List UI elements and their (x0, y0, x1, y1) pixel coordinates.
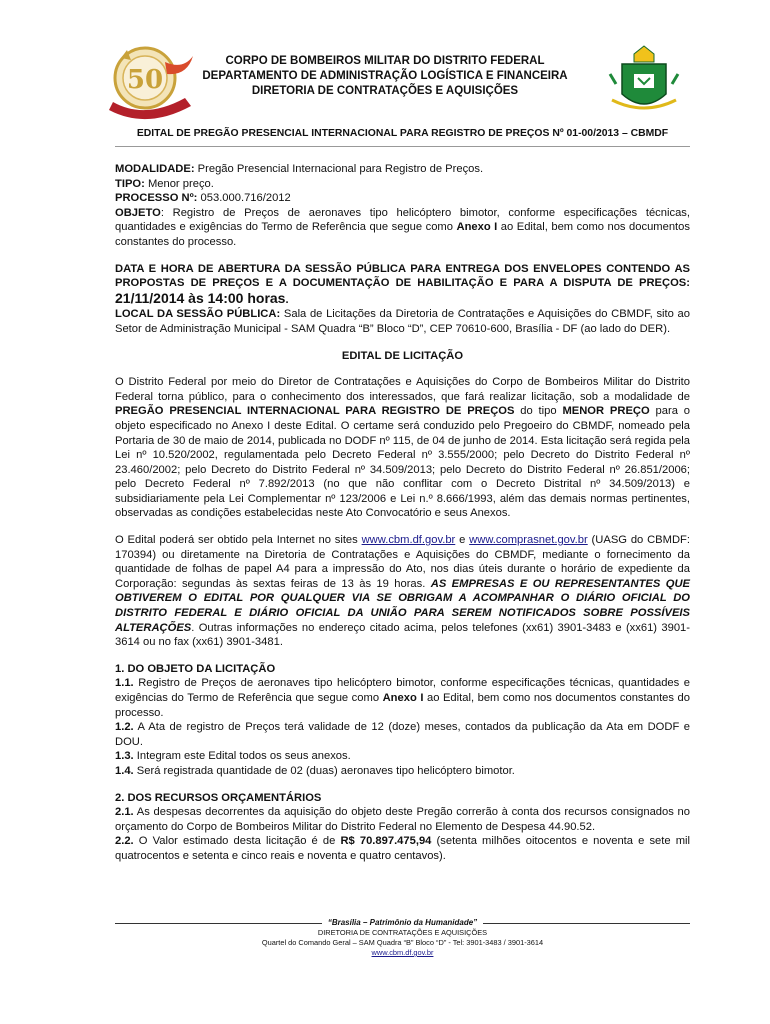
item-1-2-text: A Ata de registro de Preços terá validade de 12 (doze) meses, contados da publicação da Ata em DODF e DOU. (115, 721, 690, 748)
header-line-1: CORPO DE BOMBEIROS MILITAR DO DISTRITO FEDERAL (225, 55, 545, 67)
intro-p1-text-c: para o objeto especificado no Anexo I deste Edital. O certame será conduzido pelo Pregoeiro do CBMDF, nomeado pela Portaria de 30 de maio de 2014, publicada no DODF nº 115, de 04 de junho de 2014. Esta licitação será regida pela Lei nº 10.520/2002, regulamentada pelo Decreto Federal nº 3.555/2000; pelo Decreto do Distrito Federal nº 23.460/2002; pelo Decreto do Distrito Federal nº 34.509/2013; pelo Decreto do Distrito Federal nº 26.851/2006; pelo Decreto Federal nº 7.892/2013 (no que não conflitar com o Decreto Distrital nº 34.509/2013) e subsidiariamente pela Lei Complementar nº 123/2006 e Lei n.º 8.666/1993, além das demais normas pertinentes, observadas as condições estabelecidas neste Ato Convocatório e seus Anexos. (115, 405, 690, 520)
page-footer (115, 918, 690, 958)
footer-rule-right (483, 923, 690, 924)
item-1-3 (115, 749, 690, 764)
document-body (115, 162, 690, 864)
intro-p2-text-d: . Outras informações no endereço citado acima, pelos telefones (xx61) 3901-3483 e (xx61) 3901-3614 ou no fax (xx61) 3901-3481. (115, 621, 690, 649)
distrito-federal-coat-of-arms-icon (608, 44, 680, 119)
item-2-2-number: 2.2. (115, 835, 134, 848)
objeto-paragraph (115, 206, 690, 250)
modalidade-label: MODALIDADE: (115, 163, 195, 175)
section-2-title: 2. DOS RECURSOS ORÇAMENTÁRIOS (115, 791, 322, 804)
item-1-1-number: 1.1. (115, 677, 134, 690)
section-1-title: 1. DO OBJETO DA LICITAÇÃO (115, 662, 276, 675)
objeto-label: OBJETO (115, 206, 161, 219)
intro-p2-text-c: (UASG do CBMDF: 170394) ou diretamente na Diretoria de Contratações e Aquisições do CBMDF, mediante o fornecimento da quantidade de folhas de papel A4 para a impressão do Ato, nos dias úteis durante o horário de expediente da Corporação: segundas às sextas feiras de 13 às 19 horas. (115, 534, 690, 590)
item-1-4-text: Será registrada quantidade de 02 (duas) aeronaves tipo helicóptero bimotor. (133, 764, 515, 777)
item-1-1-text: Registro de Preços de aeronaves tipo helicóptero bimotor, conforme especificações técnicas, quantidades e exigências do Termo de Referência que segue como (115, 677, 690, 704)
footer-website-link[interactable]: www.cbm.df.gov.br (371, 948, 434, 957)
header-line-3: DIRETORIA DE CONTRATAÇÕES E AQUISIÇÕES (251, 85, 519, 97)
objeto-text: : Registro de Preços de aeronaves tipo helicóptero bimotor, conforme especificações técnicas, quantidades e exigências do Termo de Referência que segue como (115, 206, 690, 234)
item-1-1-text-end: ao Edital, bem como nos documentos constantes do processo. (115, 692, 690, 719)
tipo-label: TIPO: (115, 177, 145, 190)
footer-motto: “Brasília – Patrimônio da Humanidade” (327, 918, 478, 927)
intro-p1-text-b: do tipo (514, 405, 563, 418)
abertura-datetime: 21/11/2014 às 14:00 horas (115, 289, 286, 306)
local-label: LOCAL DA SESSÃO PÚBLICA: (115, 308, 281, 321)
abertura-text: DATA E HORA DE ABERTURA DA SESSÃO PÚBLICA PARA ENTREGA DOS ENVELOPES CONTENDO AS PROPOSTAS DE PREÇOS E A DOCUMENTAÇÃO DE HABILITAÇÃO E PARA A DISPUTA DE PREÇOS: (115, 262, 690, 290)
footer-department: DIRETORIA DE CONTRATAÇÕES E AQUISIÇÕES (317, 928, 488, 937)
item-1-4-number: 1.4. (115, 764, 134, 777)
intro-paragraph-1 (115, 375, 690, 521)
tipo-value: Menor preço. (144, 177, 214, 190)
item-1-2 (115, 720, 690, 749)
item-2-2-text: O Valor estimado desta licitação é de (133, 835, 341, 848)
intro-paragraph-2 (115, 533, 690, 650)
intro-p2-and: e (455, 534, 470, 547)
modalidade-value: Pregão Presencial Internacional para Registro de Preços. (194, 163, 484, 175)
modalidade-line (115, 162, 690, 177)
item-1-1-anexo: Anexo I (382, 692, 424, 704)
edital-title: EDITAL DE PREGÃO PRESENCIAL INTERNACIONAL PARA REGISTRO DE PREÇOS Nº 01-00/2013 – CBMDF (136, 128, 669, 139)
intro-p2-warning: AS EMPRESAS E OU REPRESENTANTES QUE OBTIVEREM O EDITAL POR QUALQUER VIA SE OBRIGAM A ACOMPANHAR O DIÁRIO OFICIAL DO DISTRITO FEDERAL E DIÁRIO OFICIAL DA UNIÃO PARA SEREM NOTIFICADOS SOBRE POSSÍVEIS ALTERAÇÕES (115, 577, 690, 634)
processo-line (115, 191, 690, 206)
item-2-1 (115, 805, 690, 834)
processo-label: PROCESSO Nº: (115, 192, 198, 205)
item-2-2-text-end: (setenta milhões oitocentos e noventa e sete mil quatrocentos e setenta e cinco reais e noventa e quatro centavos). (115, 835, 690, 862)
item-1-4 (115, 764, 690, 779)
item-2-1-text: As despesas decorrentes da aquisição do objeto deste Pregão correrão à conta dos recursos consignados no orçamento do Corpo de Bombeiros Militar do Distrito Federal no Elemento de Despesa 44.90.52. (115, 806, 690, 833)
local-paragraph (115, 307, 690, 336)
title-divider (115, 146, 690, 147)
item-1-1 (115, 676, 690, 720)
cbmdf-site-link[interactable]: www.cbm.df.gov.br (361, 534, 456, 547)
objeto-text-end: ao Edital, bem como nos documentos constantes do processo. (115, 221, 690, 248)
header-line-2: DEPARTAMENTO DE ADMINISTRAÇÃO LOGÍSTICA E FINANCEIRA (202, 70, 568, 82)
intro-p1-bold-2: MENOR PREÇO (562, 405, 650, 418)
processo-value: 053.000.716/2012 (197, 192, 291, 205)
tipo-line (115, 177, 690, 192)
item-2-2-value: R$ 70.897.475,94 (340, 835, 432, 848)
intro-p1-bold: PREGÃO PRESENCIAL INTERNACIONAL PARA REGISTRO DE PREÇOS (115, 405, 515, 418)
footer-motto-row (115, 918, 690, 928)
section-title: EDITAL DE LICITAÇÃO (341, 349, 464, 362)
local-text: Sala de Licitações da Diretoria de Contratações e Aquisições do CBMDF, sito ao Setor de Administração Municipal - SAM Quadra “B” Bloco “D”, CEP 70610-600, Brasília - DF (ao lado do DER). (115, 308, 690, 335)
abertura-paragraph (115, 262, 690, 308)
institution-header (180, 54, 590, 99)
item-1-3-text: Integram este Edital todos os seus anexos. (133, 750, 351, 763)
item-1-3-number: 1.3. (115, 750, 134, 763)
abertura-end: . (285, 293, 289, 306)
item-1-2-number: 1.2. (115, 721, 134, 734)
footer-address: Quartel do Comando Geral – SAM Quadra “B” Bloco “D” - Tel: 3901-3483 / 3901-3614 (261, 938, 544, 947)
footer-rule-left (115, 923, 322, 924)
intro-p2-text: O Edital poderá ser obtido pela Internet no sites (115, 534, 362, 547)
svg-text:50: 50 (126, 65, 164, 95)
intro-p1-text: O Distrito Federal por meio do Diretor de Contratações e Aquisições do Corpo de Bombeiros Militar do Distrito Federal torna público, para o conhecimento dos interessados, que fará realizar licitação, sob a modalidade de (115, 376, 690, 403)
comprasnet-site-link[interactable]: www.comprasnet.gov.br (469, 534, 588, 547)
item-2-1-number: 2.1. (115, 806, 134, 819)
objeto-anexo: Anexo I (456, 221, 498, 234)
item-2-2 (115, 834, 690, 863)
